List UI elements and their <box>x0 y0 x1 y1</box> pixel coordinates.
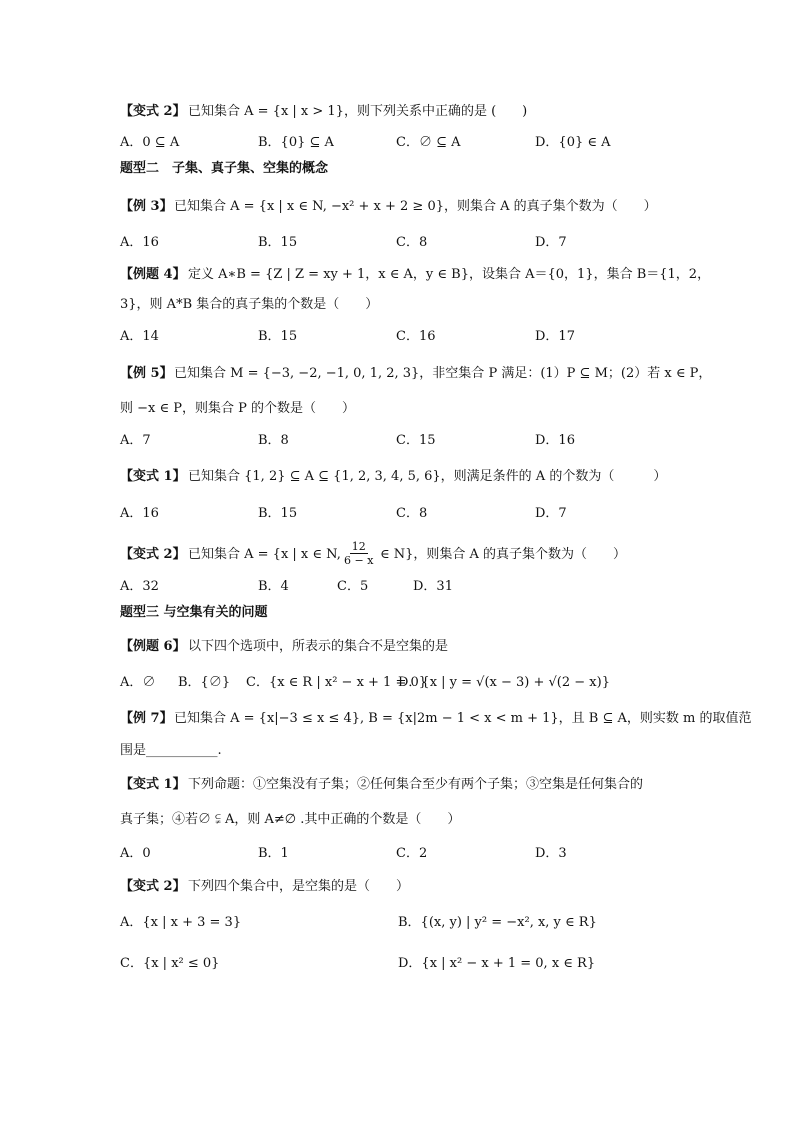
option-a: A．0 ⊆ A <box>120 135 180 150</box>
option-c: C．8 <box>396 235 428 250</box>
option-a: A．7 <box>120 433 151 448</box>
question-stem-post: ∈ N}，则集合 A 的真子集个数为（ ） <box>380 547 627 562</box>
question-tag: 【例 5】 <box>120 366 173 381</box>
option-a: A．14 <box>120 329 159 344</box>
question-tag: 【例 3】 <box>120 199 173 214</box>
option-b: B．{0} ⊆ A <box>258 135 334 150</box>
option-c: C．{x | x² ≤ 0} <box>120 956 220 971</box>
option-c: C．8 <box>396 506 428 521</box>
option-a: A．16 <box>120 506 159 521</box>
option-d: D．{x | y = √(x − 3) + √(2 − x)} <box>398 675 610 690</box>
option-c: C．∅ ⊆ A <box>396 135 461 150</box>
question-tag: 【变式 2】 <box>120 104 186 119</box>
option-c: C．16 <box>396 329 436 344</box>
section-title: 题型三 与空集有关的问题 <box>120 605 268 620</box>
option-a: A．0 <box>120 846 151 861</box>
option-c: C．{x ∈ R | x² − x + 1 = 0} <box>246 675 428 690</box>
question-tag: 【变式 2】 <box>120 879 186 894</box>
section-title: 题型二 子集、真子集、空集的概念 <box>120 161 329 176</box>
question-tag: 【例 7】 <box>120 711 173 726</box>
question-tag: 【变式 1】 <box>120 469 186 484</box>
option-b: B．{∅} <box>178 675 231 690</box>
fraction-denominator: 6 − x <box>344 554 374 567</box>
option-d: D．7 <box>535 235 567 250</box>
option-d: D．{0} ∈ A <box>535 135 611 150</box>
question-tag: 【变式 2】 <box>120 547 186 562</box>
option-b: B．15 <box>258 329 298 344</box>
question-stem: 以下四个选项中，所表示的集合不是空集的是 <box>188 639 449 654</box>
option-c: C．5 <box>337 579 369 594</box>
option-a: A．{x | x + 3 = 3} <box>120 915 242 930</box>
option-d: D．3 <box>535 846 567 861</box>
option-b: B．15 <box>258 506 298 521</box>
option-b: B．4 <box>258 579 289 594</box>
question-tag: 【例题 4】 <box>120 267 186 282</box>
question-stem-line1: 下列命题：①空集没有子集；②任何集合至少有两个子集；③空集是任何集合的 <box>188 777 644 792</box>
question-stem-line1: 已知集合 A = {x|−3 ≤ x ≤ 4}, B = {x|2m − 1 < x < m + 1}，且 B ⊆ A，则实数 m 的取值范 <box>174 711 752 726</box>
question-stem-line2: 真子集；④若∅ ⫋ A，则 A≠∅ .其中正确的个数是（ ） <box>120 812 461 827</box>
question-stem-pre: 已知集合 A = {x | x ∈ N, <box>188 547 341 562</box>
fraction-numerator: 12 <box>351 540 366 553</box>
option-a: A．16 <box>120 235 159 250</box>
fraction <box>342 540 375 567</box>
question-tag: 【变式 1】 <box>120 777 186 792</box>
option-d: D．31 <box>413 579 453 594</box>
question-stem: 已知集合 A = {x | x ∈ N, −x² + x + 2 ≥ 0}，则集合 A 的真子集个数为（ ） <box>174 199 657 214</box>
question-stem: 已知集合 A = {x | x > 1}，则下列关系中正确的是 ( ) <box>188 104 528 119</box>
question-stem: 已知集合 {1, 2} ⊆ A ⊆ {1, 2, 3, 4, 5, 6}，则满足条件的 A 的个数为（ ） <box>188 469 667 484</box>
question-stem-line2: 围是___________. <box>120 743 222 758</box>
question-stem-line2: 则 −x ∈ P，则集合 P 的个数是（ ） <box>120 401 356 416</box>
variant-2-question <box>0 540 794 570</box>
question-stem-line1: 已知集合 M = {−3, −2, −1, 0, 1, 2, 3}，非空集合 P 满足：(1）P ⊆ M；(2）若 x ∈ P， <box>174 366 712 381</box>
option-d: D．{x | x² − x + 1 = 0, x ∈ R} <box>398 956 596 971</box>
option-b: B．8 <box>258 433 289 448</box>
option-b: B．{(x, y) | y² = −x², x, y ∈ R} <box>398 915 597 930</box>
question-stem: 下列四个集合中，是空集的是（ ） <box>188 879 410 894</box>
option-d: D．17 <box>535 329 575 344</box>
option-a: A．32 <box>120 579 159 594</box>
option-d: D．16 <box>535 433 575 448</box>
option-b: B．1 <box>258 846 289 861</box>
question-stem-line2: 3}，则 A*B 集合的真子集的个数是（ ） <box>120 297 379 312</box>
option-a: A．∅ <box>120 675 156 690</box>
question-tag: 【例题 6】 <box>120 639 186 654</box>
option-c: C．2 <box>396 846 428 861</box>
option-d: D．7 <box>535 506 567 521</box>
question-stem-line1: 定义 A∗B = {Z | Z = xy + 1，x ∈ A，y ∈ B}，设集合 A＝{0，1}，集合 B＝{1，2， <box>188 267 711 282</box>
option-b: B．15 <box>258 235 298 250</box>
option-c: C．15 <box>396 433 436 448</box>
